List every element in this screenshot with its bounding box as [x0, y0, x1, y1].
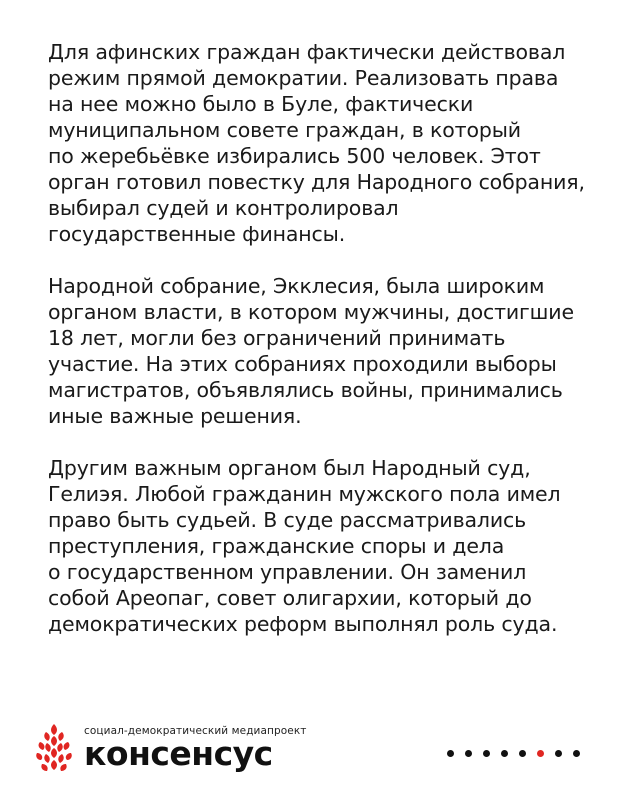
page-indicator — [447, 750, 580, 757]
page-dot-active — [537, 750, 544, 757]
page-dot — [483, 750, 490, 757]
paragraph-heliaia: Другим важным органом был Народный суд, Гелиэя. Любой гражданин мужского пола имел право быть судьей. В суде рассматривались преступления, гражданские споры и дела о государственном управлении. Он заменил собой Ареопаг, совет олигархии, который до демократических реформ выполнял роль суда. — [48, 456, 561, 636]
cone-logo-icon — [32, 722, 76, 774]
footer — [32, 722, 608, 786]
page-dot — [555, 750, 562, 757]
page-dot — [519, 750, 526, 757]
brand-name: консенсус — [84, 734, 273, 773]
page-dot — [573, 750, 580, 757]
brand-logo — [32, 722, 307, 774]
page-dot — [501, 750, 508, 757]
page-dot — [465, 750, 472, 757]
article-body — [48, 39, 608, 663]
page-dot — [447, 750, 454, 757]
paragraph-ecclesia: Народной собрание, Экклесия, была широким органом власти, в котором мужчины, достигшие 18 лет, могли без ограничений принимать участие. На этих собраниях проходили выборы магистратов, объявлялись войны, принимались иные важные решения. — [48, 274, 574, 428]
brand-tagline: социал-демократический медиапроект — [84, 725, 307, 737]
paragraph-boule: Для афинских граждан фактически действовал режим прямой демократии. Реализовать права на нее можно было в Буле, фактически муниципальном совете граждан, в который по жеребьёвке избирались 500 человек. Этот орган готовил повестку для Народного собрания, выбирал судей и контролировал государственные финансы. — [48, 40, 585, 246]
